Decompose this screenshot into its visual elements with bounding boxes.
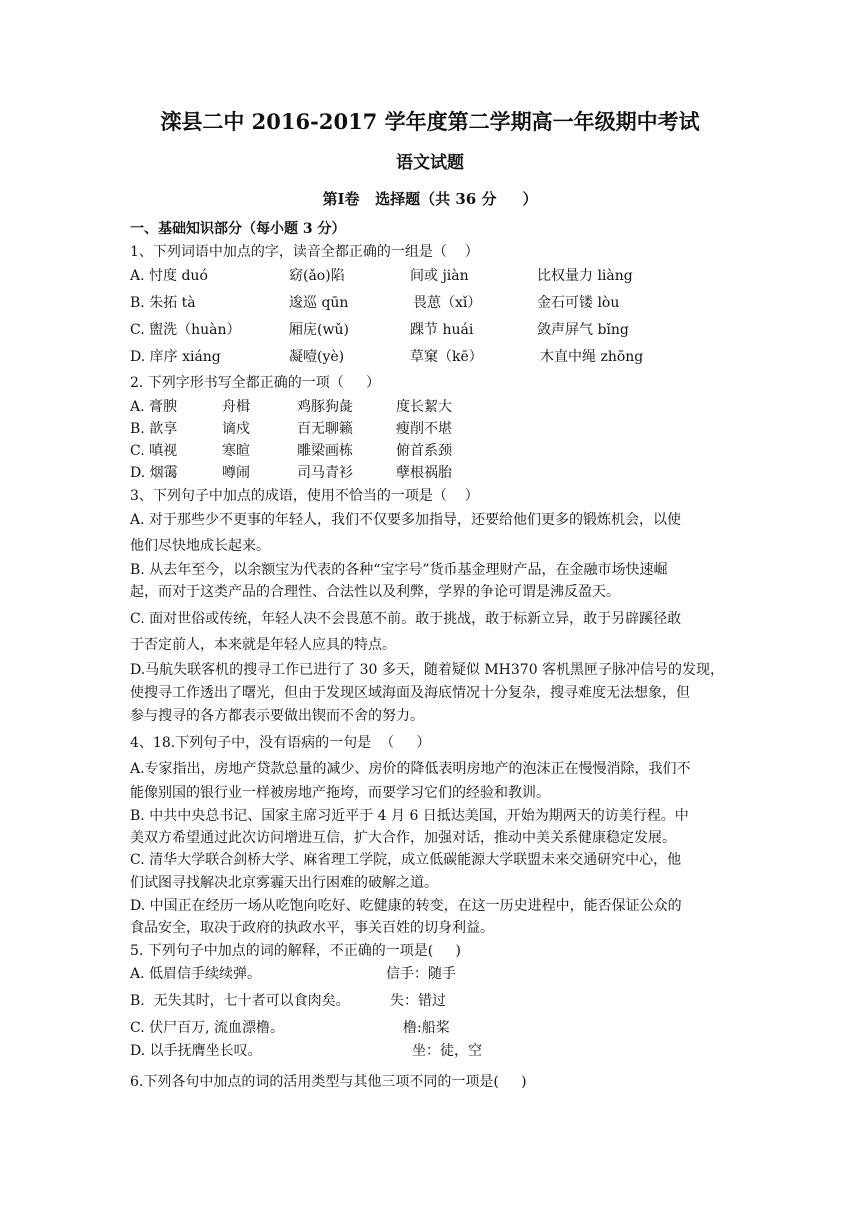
q3-option-a-line: A. 对于那些少不更事的年轻人，我们不仅要多加指导，还要给他们更多的锻炼机会，以使 bbox=[130, 512, 682, 528]
question-4-stem: 4、18.下列句子中，没有语病的一句是 （ ） bbox=[130, 735, 431, 751]
question-6-stem: 6.下列各句中加点的词的活用类型与其他三项不同的一项是( ) bbox=[130, 1074, 527, 1090]
q3-option-d-line: D.马航失联客机的搜寻工作已进行了 30 多天，随着疑似 MH370 客机黑匣子脉冲信号的发现， bbox=[130, 662, 725, 678]
exam-subject: 语文试题 bbox=[396, 153, 464, 173]
q4-option-d-line: 食品安全，取决于政府的执政水平，事关百姓的切身利益。 bbox=[130, 920, 494, 936]
question-3-stem: 3、下列句子中加点的成语，使用不恰当的一项是（ ） bbox=[130, 488, 479, 504]
q3-option-b-line: B. 从去年至今，以余额宝为代表的各种“宝字号”货币基金理财产品，在金融市场快速崛 bbox=[130, 562, 668, 578]
q3-option-a-line: 他们尽快地成长起来。 bbox=[130, 538, 270, 554]
q4-option-b-line: 美双方希望通过此次访问增进互信，扩大合作，加强对话，推动中美关系健康稳定发展。 bbox=[130, 830, 676, 846]
section-title: 第Ⅰ卷 选择题（共 36 分 ） bbox=[322, 190, 538, 208]
q3-option-c-line: C. 面对世俗或传统，年轻人决不会畏葸不前。敢于挑战，敢于标新立异，敢于另辟蹊径敢 bbox=[130, 611, 682, 627]
part-heading: 一、基础知识部分（每小题 3 分） bbox=[130, 221, 346, 237]
question-1-stem: 1、下列词语中加点的字，读音全都正确的一组是（ ） bbox=[130, 244, 479, 260]
q3-option-d-line: 使搜寻工作透出了曙光，但由于发现区域海面及海底情况十分复杂，搜寻难度无法想象，但 bbox=[130, 685, 690, 701]
q4-option-a-line: A.专家指出，房地产贷款总量的减少、房价的降低表明房地产的泡沫正在慢慢消除，我们不 bbox=[130, 761, 691, 777]
q4-option-c-line: 们试图寻找解决北京雾霾天出行困难的破解之道。 bbox=[130, 875, 438, 891]
question-5-stem: 5. 下列句子中加点的词的解释，不正确的一项是( ) bbox=[130, 943, 461, 959]
q4-option-d-line: D. 中国正在经历一场从吃饱向吃好、吃健康的转变，在这一历史进程中，能否保证公众的 bbox=[130, 898, 682, 914]
exam-title: 滦县二中 2016-2017 学年度第二学期高一年级期中考试 bbox=[160, 109, 700, 134]
q3-option-c-line: 于否定前人，本来就是年轻人应具的特点。 bbox=[130, 637, 396, 653]
q3-option-b-line: 起，而对于这类产品的合理性、合法性以及利弊，学界的争论可谓是沸反盈天。 bbox=[130, 584, 620, 600]
q4-option-b-line: B. 中共中央总书记、国家主席习近平于 4 月 6 日抵达美国，开始为期两天的访美行程。中 bbox=[130, 808, 689, 824]
question-2-stem: 2. 下列字形书写全都正确的一项（ ） bbox=[130, 375, 381, 391]
q3-option-d-line: 参与搜寻的各方都表示要做出锲而不舍的努力。 bbox=[130, 708, 424, 724]
q4-option-a-line: 能像别国的银行业一样被房地产拖垮，而要学习它们的经验和教训。 bbox=[130, 785, 550, 801]
q4-option-c-line: C. 清华大学联合剑桥大学、麻省理工学院，成立低碳能源大学联盟未来交通研究中心，他 bbox=[130, 852, 682, 868]
exam-page: 滦县二中 2016-2017 学年度第二学期高一年级期中考试 语文试题 第Ⅰ卷 选择题（共 36 分 ） 一、基础知识部分（每小题 3 分） 1、下列词语中加点的字，读音全都正确的一组是（ ） A. 忖度 duó 窈(ǎo)陷 间或 jiàn 比权量力 liàng B. 朱拓 tà 逡巡 qūn 畏葸（xǐ） 金石可镂 lòu C. 盥洗（huàn） 厢庑(wǔ) 踝节 huái 敛声屏气 bǐng D. 庠序 xiáng 凝噎(yè) 草窠（kē） 木直中绳 zhōng 2. 下列字形书写全都正确的一项（ ） A. 膏腴 舟楫 鸡豚狗彘 度长絜大 B. 歆享 谪戍 百无聊籁 瘦削不堪 C. 嗔视 寒暄 雕梁画栋 俯首系颈 D. 烟霭 噂闹 司马青衫 孽根祸胎 3、下列句子中加点的成语，使用不恰当的一项是（ ） A. 对于那些少不更事的年轻人，我们不仅要多加指导，还要给他们更多的锻炼机会，以使 他们尽快地成长起来。 B. 从去年至今，以余额宝为代表的各种“宝字号”货币基金理财产品，在金融市场快速崛 起，而对于这类产品的合理性、合法性以及利弊，学界的争论可谓是沸反盈天。 C. 面对世俗或传统，年轻人决不会畏葸不前。敢于挑战，敢于标新立异，敢于另辟蹊径敢 于否定前人，本来就是年轻人应具的特点。 D.马航失联客机的搜寻工作已进行了 30 多天，随着疑似 MH370 客机黑匣子脉冲信号的发现， 使搜寻工作透出了曙光，但由于发现区域海面及海底情况十分复杂，搜寻难度无法想象，但 参与搜寻的各方都表示要做出锲而不舍的努力。 4、18.下列句子中，没有语病的一句是 （ ） A.专家指出，房地产贷款总量的减少、房价的降低表明房地产的泡沫正在慢慢消除，我们不 能像别国的银行业一样被房地产拖垮，而要学习它们的经验和教训。 B. 中共中央总书记、国家主席习近平于 4 月 6 日抵达美国，开始为期两天的访美行程。中 美双方希望通过此次访问增进互信，扩大合作，加强对话，推动中美关系健康稳定发展。 C. 清华大学联合剑桥大学、麻省理工学院，成立低碳能源大学联盟未来交通研究中心，他 们试图寻找解决北京雾霾天出行困难的破解之道。 D. 中国正在经历一场从吃饱向吃好、吃健康的转变，在这一历史进程中，能否保证公众的 食品安全，取决于政府的执政水平，事关百姓的切身利益。 5. 下列句子中加点的词的解释，不正确的一项是( ) A. 低眉信手续续弹。 信手：随手 B. 无失其时，七十者可以食肉矣。 失：错过 C. 伏尸百万, 流血漂橹。 橹:船桨 D. 以手抚膺坐长叹。 坐：徒，空 6.下列各句中加点的词的活用类型与其他三项不同的一项是( ) bbox=[0, 0, 860, 1216]
